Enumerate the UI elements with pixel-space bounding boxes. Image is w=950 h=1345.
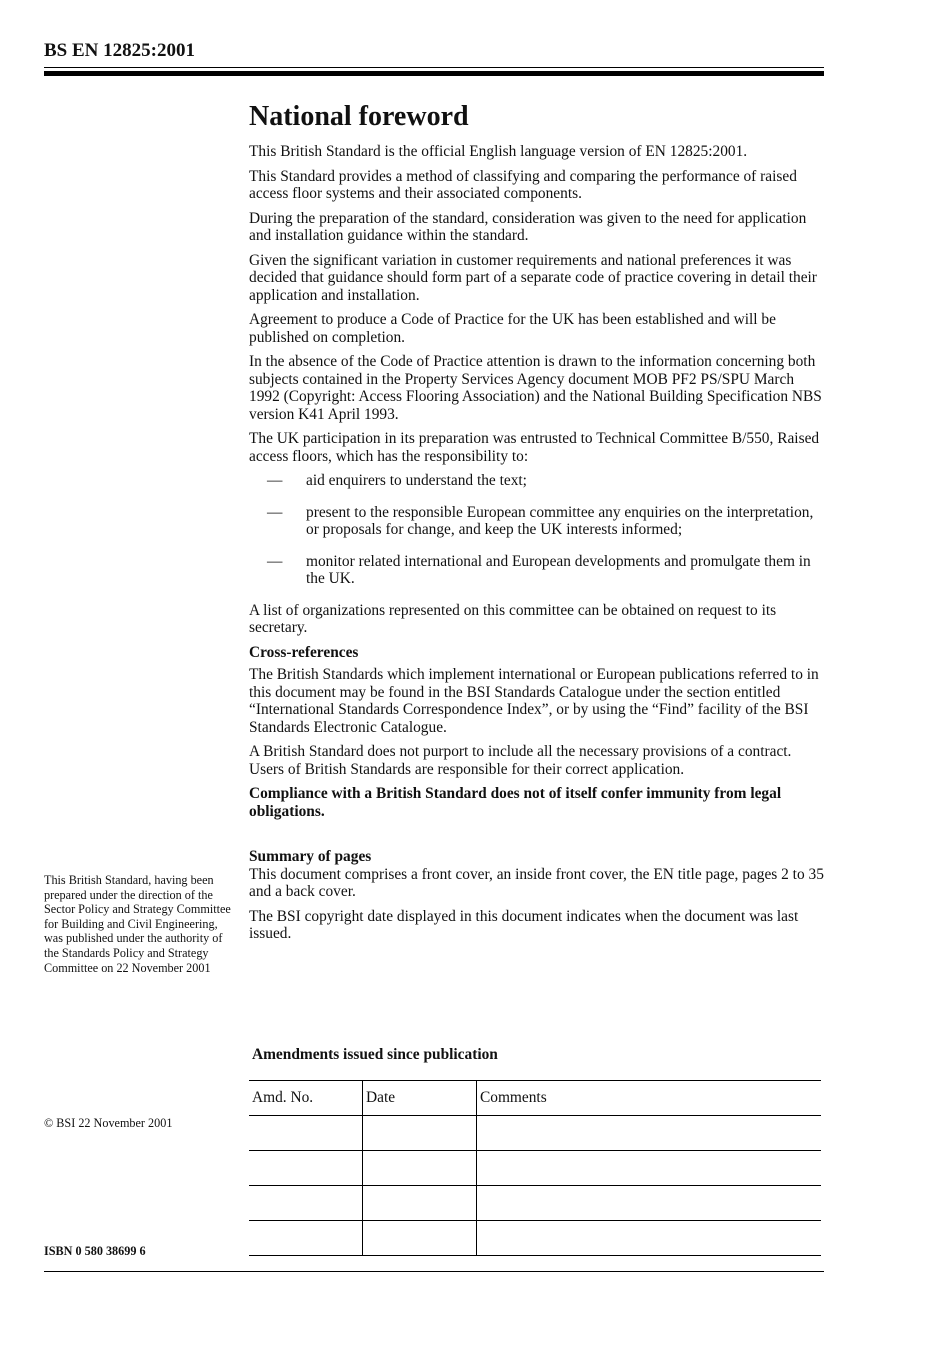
document-id-header: BS EN 12825:2001 bbox=[44, 40, 195, 61]
paragraph: The UK participation in its preparation was entrusted to Technical Committee B/550, Raised access floors, which has the responsibility to: bbox=[249, 430, 820, 465]
table-header-row bbox=[249, 1081, 821, 1116]
paragraph: During the preparation of the standard, consideration was given to the need for application and installation guidance within the standard. bbox=[249, 209, 807, 244]
header-rule-thick bbox=[44, 71, 824, 76]
page-title: National foreword bbox=[249, 101, 469, 132]
table-cell bbox=[477, 1186, 822, 1221]
paragraph: This British Standard is the official English language version of EN 12825:2001. bbox=[249, 143, 748, 160]
table-row bbox=[249, 1116, 821, 1151]
paragraph: A list of organizations represented on this committee can be obtained on request to its secretary. bbox=[249, 601, 777, 636]
table-cell bbox=[477, 1151, 822, 1186]
paragraph: In the absence of the Code of Practice attention is drawn to the information concerning both subjects contained in the Property Services Agency document MOB PF2 PS/SPU March 1992 (Copyright: Access Flooring Association) and the National Building Specification NBS version K41 April 1993. bbox=[249, 353, 822, 423]
summary-of-pages-heading: Summary of pages bbox=[249, 848, 372, 865]
paragraph: This document comprises a front cover, an inside front cover, the EN title page, pages 2 to 35 and a back cover. bbox=[249, 865, 824, 900]
compliance-statement: Compliance with a British Standard does not of itself confer immunity from legal obligations. bbox=[249, 785, 782, 820]
table-cell bbox=[363, 1116, 477, 1151]
table-cell bbox=[249, 1186, 363, 1221]
table-row bbox=[249, 1186, 821, 1221]
table-row bbox=[249, 1221, 821, 1256]
list-item bbox=[249, 553, 824, 588]
header-rule-thin bbox=[44, 67, 824, 68]
responsibilities-list bbox=[249, 472, 824, 588]
table-cell bbox=[363, 1221, 477, 1256]
paragraph: The British Standards which implement international or European publications referred to in this document may be found in the BSI Standards Catalogue under the section entitled “International Standards Correspondence Index”, or by using the “Find” facility of the BSI Standards Electronic Catalogue. bbox=[249, 666, 819, 736]
amendments-table bbox=[249, 1080, 821, 1256]
table-cell bbox=[363, 1151, 477, 1186]
list-item bbox=[249, 472, 824, 490]
table-cell bbox=[477, 1221, 822, 1256]
foreword-body bbox=[249, 100, 824, 950]
copyright-notice: © BSI 22 November 2001 bbox=[44, 1116, 173, 1130]
footer-rule bbox=[44, 1271, 824, 1272]
list-item-text: present to the responsible European committee any enquiries on the interpretation, or proposals for change, and keep the UK interests informed; bbox=[306, 503, 814, 538]
isbn: ISBN 0 580 38699 6 bbox=[44, 1244, 146, 1258]
list-item bbox=[249, 504, 824, 539]
dash-marker: — bbox=[267, 552, 283, 570]
list-item-text: monitor related international and European developments and promulgate them in the UK. bbox=[306, 552, 811, 587]
dash-marker: — bbox=[267, 503, 283, 521]
publication-note: This British Standard, having been prepared under the direction of the Sector Policy and Strategy Committee for Building and Civil Engineering, was published under the authority of the Standards Policy and Strategy Committee on 22 November 2001 bbox=[44, 873, 231, 975]
table-cell bbox=[363, 1186, 477, 1221]
table-cell bbox=[249, 1221, 363, 1256]
paragraph: A British Standard does not purport to include all the necessary provisions of a contract. Users of British Standards are responsible for their correct application. bbox=[249, 743, 792, 778]
cross-references-heading: Cross-references bbox=[249, 643, 359, 661]
table-row bbox=[249, 1151, 821, 1186]
column-header-date: Date bbox=[363, 1081, 477, 1116]
paragraph: The BSI copyright date displayed in this document indicates when the document was last issued. bbox=[249, 907, 799, 942]
table-cell bbox=[249, 1116, 363, 1151]
column-header-comments: Comments bbox=[477, 1081, 822, 1116]
column-header-amd-no: Amd. No. bbox=[249, 1081, 363, 1116]
dash-marker: — bbox=[267, 472, 283, 489]
list-item-text: aid enquirers to understand the text; bbox=[306, 472, 527, 489]
table-cell bbox=[477, 1116, 822, 1151]
paragraph: Agreement to produce a Code of Practice for the UK has been established and will be published on completion. bbox=[249, 311, 776, 346]
paragraph: Given the significant variation in customer requirements and national preferences it was decided that guidance should form part of a separate code of practice covering in detail their application and installation. bbox=[249, 251, 817, 304]
paragraph: This Standard provides a method of classifying and comparing the performance of raised access floor systems and their associated components. bbox=[249, 167, 797, 202]
amendments-title: Amendments issued since publication bbox=[252, 1046, 498, 1063]
table-cell bbox=[249, 1151, 363, 1186]
